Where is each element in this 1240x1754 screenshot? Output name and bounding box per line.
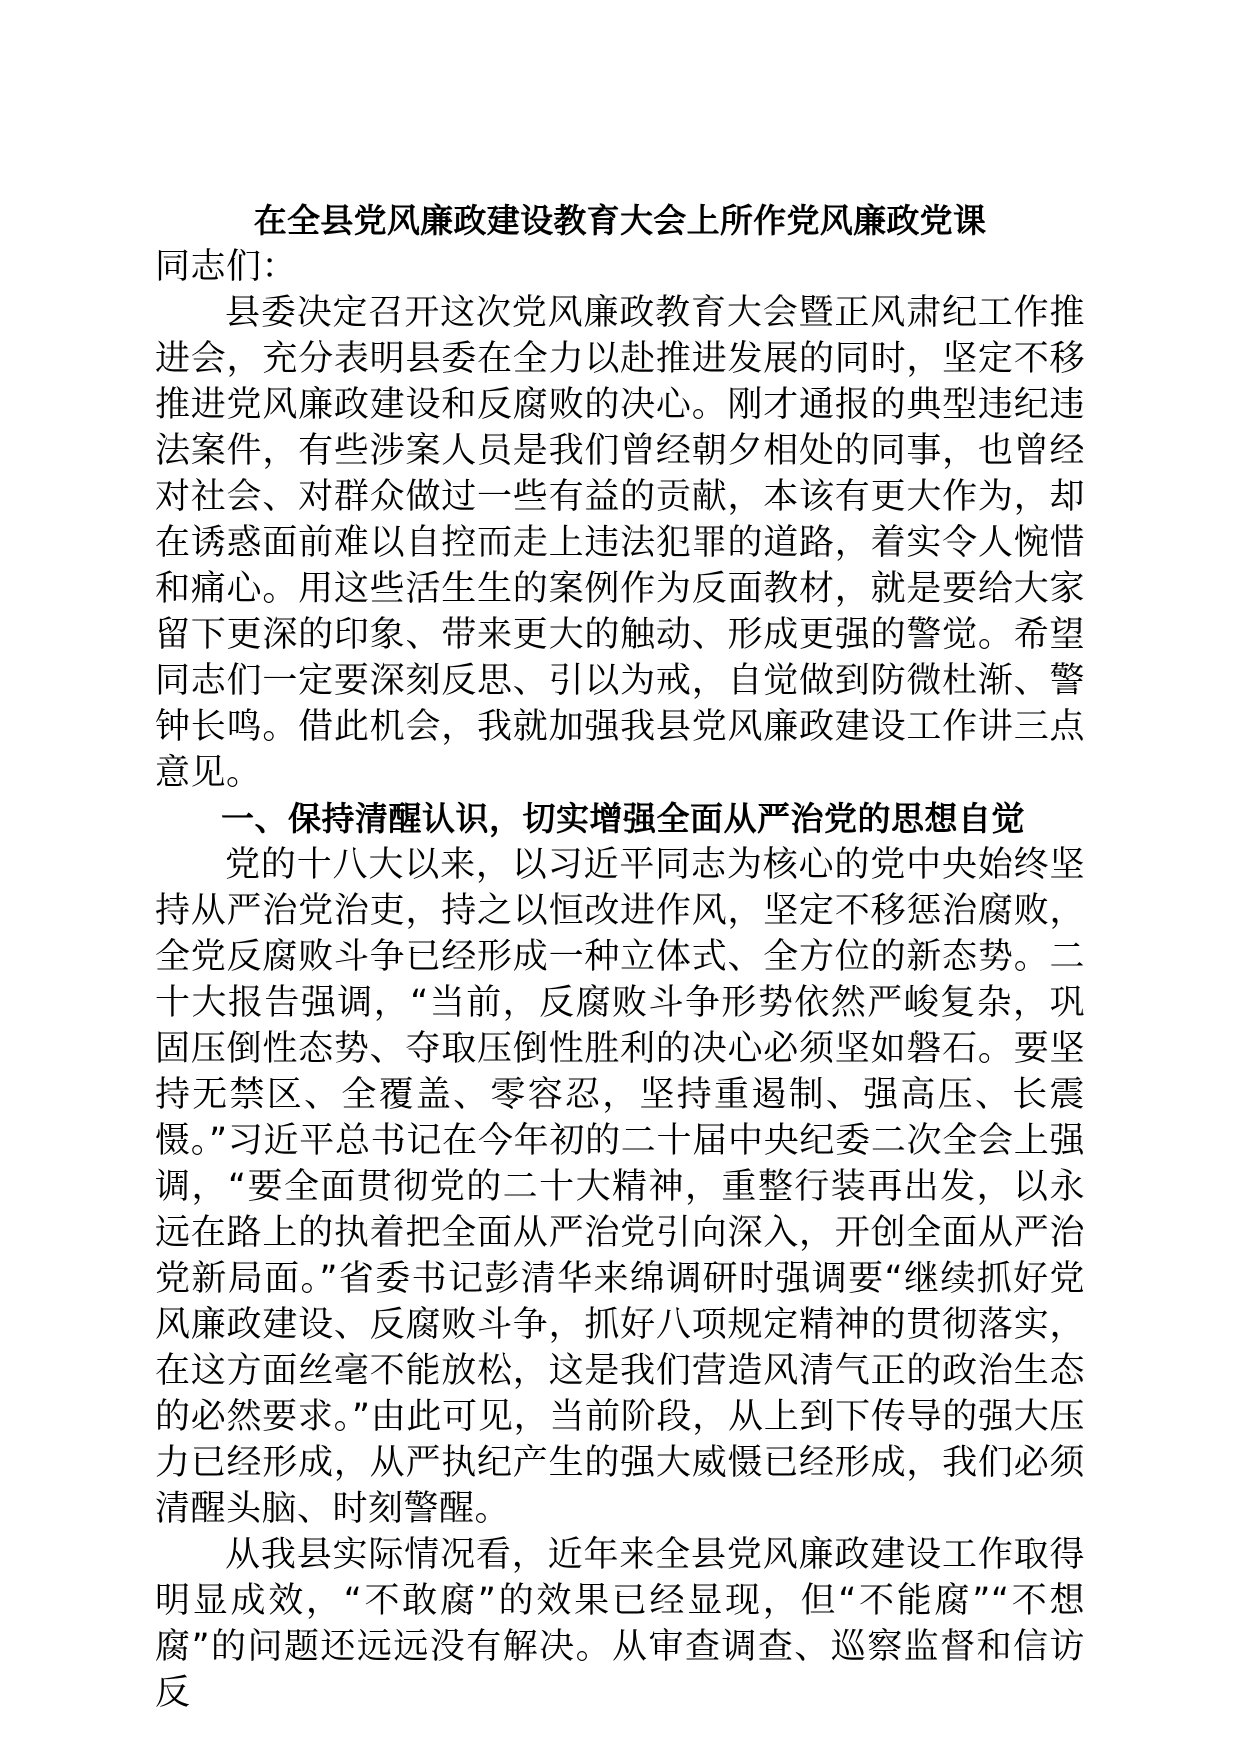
- section-1-heading: 一、保持清醒认识，切实增强全面从严治党的思想自觉: [221, 799, 1025, 838]
- document-title: 在全县党风廉政建设教育大会上所作党风廉政党课: [253, 201, 987, 240]
- intro-paragraph: 县委决定召开这次党风廉政教育大会暨正风肃纪工作推进会，充分表明县委在全力以赴推进发展的同时，坚定不移推进党风廉政建设和反腐败的决心。刚才通报的典型违纪违法案件，有些涉案人员是我们曾经朝夕相处的同事，也曾经对社会、对群众做过一些有益的贡献，本该有更大作为，却在诱惑面前难以自控而走上违法犯罪的道路，着实令人惋惜和痛心。用这些活生生的案例作为反面教材，就是要给大家留下更深的印象、带来更大的触动、形成更强的警觉。希望同志们一定要深刻反思、引以为戒，自觉做到防微杜渐、警钟长鸣。借此机会，我就加强我县党风廉政建设工作讲三点意见。: [155, 293, 1085, 793]
- salutation: 同志们：: [155, 247, 298, 287]
- document-body: [155, 198, 1085, 1716]
- section-1-paragraph-2: 从我县实际情况看，近年来全县党风廉政建设工作取得明显成效，“不敢腐”的效果已经显现，但“不能腐”“不想腐”的问题还远远没有解决。从审查调查、巡察监督和信访反: [155, 1535, 1085, 1713]
- section-1-paragraph-1: 党的十八大以来，以习近平同志为核心的党中央始终坚持从严治党治吏，持之以恒改进作风，坚定不移惩治腐败，全党反腐败斗争已经形成一种立体式、全方位的新态势。二十大报告强调，“当前，反腐败斗争形势依然严峻复杂，巩固压倒性态势、夺取压倒性胜利的决心必须坚如磐石。要坚持无禁区、全覆盖、零容忍，坚持重遏制、强高压、长震慑。”习近平总书记在今年初的二十届中央纪委二次全会上强调，“要全面贯彻党的二十大精神，重整行装再出发，以永远在路上的执着把全面从严治党引向深入，开创全面从严治党新局面。”省委书记彭清华来绵调研时强调要“继续抓好党风廉政建设、反腐败斗争，抓好八项规定精神的贯彻落实，在这方面丝毫不能放松，这是我们营造风清气正的政治生态的必然要求。”由此可见，当前阶段，从上到下传导的强大压力已经形成，从严执纪产生的强大威慑已经形成，我们必须清醒头脑、时刻警醒。: [155, 845, 1085, 1529]
